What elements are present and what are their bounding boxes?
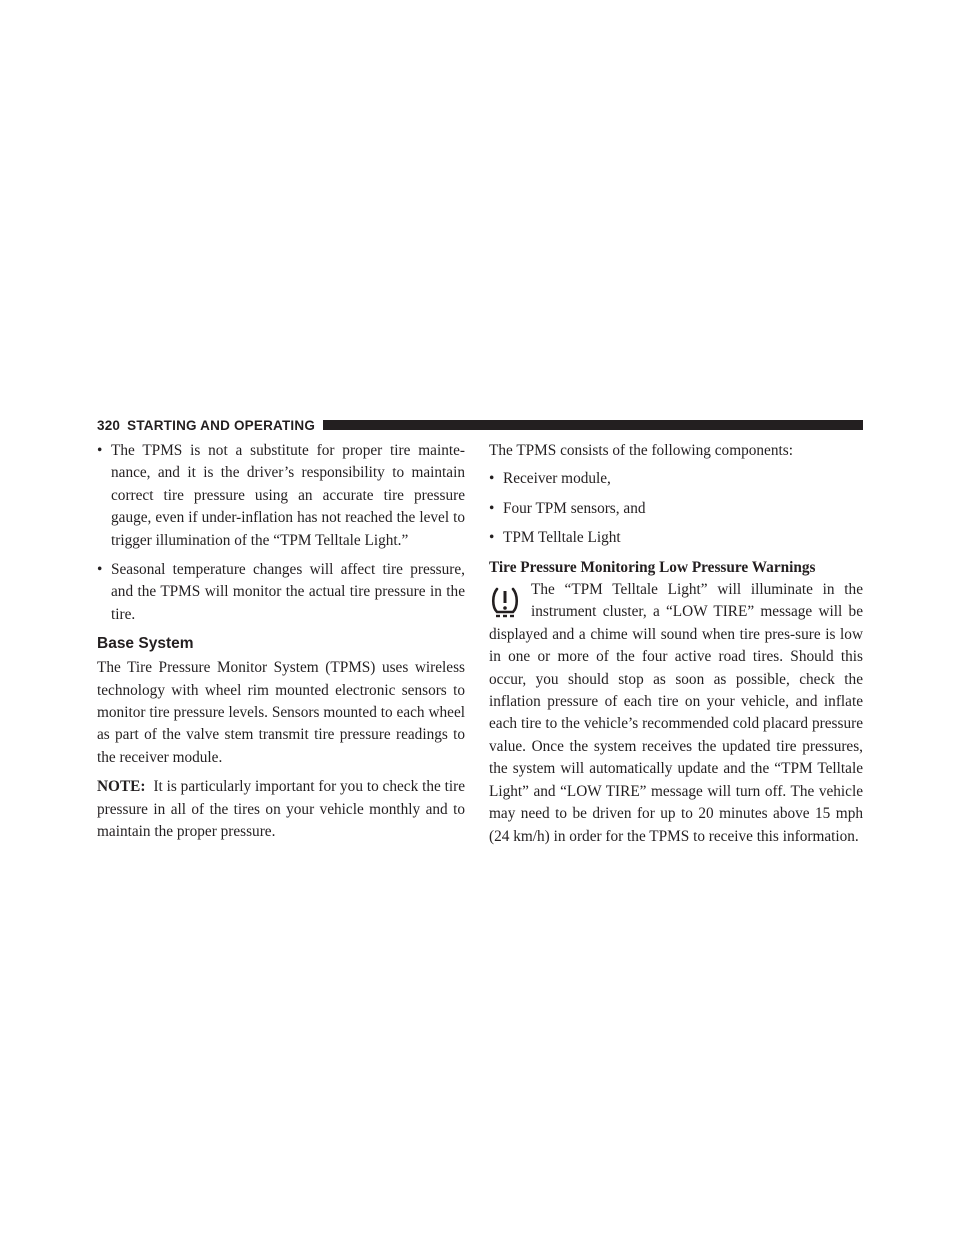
bullet-icon: • [97,561,103,579]
warning-text: The “TPM Telltale Light” will illuminate in the instrument cluster, a “LOW TIRE” message will be displayed and a chime will sound when tire pres-sure is low in one or more of the four active road tires. Should this occur, you should stop as soon as possible, check the inflation pressure of each tire on your vehicle, and inflate each tire to the vehicle’s recommended cold placard pressure value. Once the system receives the updated tire pressures, the system will automatically update and the “TPM Telltale Light” and “LOW TIRE” message will turn off. The vehicle may need to be driven for up to 20 minutes above 15 mph (24 km/h) in order for the TPMS to receive this information. [489,581,863,845]
base-system-heading: Base System [97,635,194,653]
page-header [97,417,863,433]
page-number: 320 [97,417,121,433]
header-rule [323,420,863,430]
components-list [489,468,863,549]
list-item: • Four TPM sensors, and [489,498,863,520]
note-text: It is particularly important for you to check the tire pressure in all of the tires on your vehicle monthly and to maintain the proper pressure. [97,778,465,841]
right-column [489,440,863,848]
list-item: • Seasonal temperature changes will affect tire pressure, and the TPMS will monitor the actual tire pressure in the tire. [97,561,465,623]
base-system-paragraph: The Tire Pressure Monitor System (TPMS) uses wireless technology with wheel rim mounted electronic sensors to monitor tire pressure levels. Sensors mounted to each wheel as part of the valve stem transmit tire pressure readings to the receiver module. [97,659,465,766]
bullet-icon: • [97,442,103,459]
note-label: NOTE: [97,778,146,796]
components-intro: The TPMS consists of the following components: [489,442,793,459]
note-paragraph [97,776,465,843]
list-item: • Receiver module, [489,468,863,490]
bullet-icon: • [489,529,495,547]
warning-block [489,579,863,848]
section-title: STARTING AND OPERATING [127,417,316,433]
left-column [97,440,465,844]
bullet-icon: • [489,499,495,517]
low-pressure-warnings-heading: Tire Pressure Monitoring Low Pressure Warnings [489,558,816,576]
bullet-list [97,440,465,626]
list-item: • The TPMS is not a substitute for proper tire mainte-nance, and it is the driver’s responsibility to maintain correct tire pressure using an accurate tire pressure gauge, even if under-inflation has not reached the level to trigger illumination of the “TPM Telltale Light.” [97,442,465,549]
tire-pressure-warning-icon [489,585,521,621]
list-item: • TPM Telltale Light [489,527,863,549]
bullet-icon: • [489,470,495,488]
